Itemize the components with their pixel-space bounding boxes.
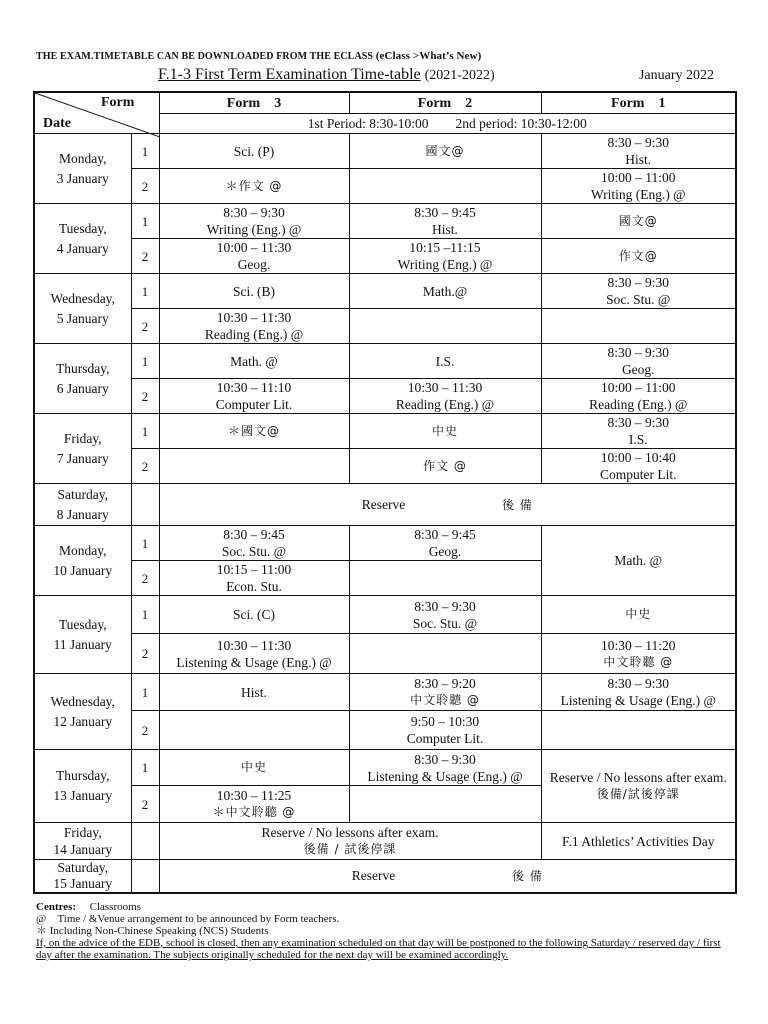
cell-line: Reading (Eng.) @: [204, 327, 304, 342]
cell-line: 10:30 – 11:30: [216, 637, 292, 653]
cell-line: 中文聆聽 @: [410, 693, 480, 707]
day-cell: [34, 750, 131, 823]
form3-cell: [159, 414, 349, 449]
day-cell: [34, 860, 131, 894]
period-times: 1st Period: 8:30-10:00 2nd period: 10:30-12:00: [159, 114, 736, 134]
form3-cell: [159, 711, 349, 750]
cell-line: 中史: [625, 607, 652, 621]
cell-line: Geog.: [237, 257, 271, 272]
closure-note: If, on the advice of the EDB, school is closed, then any examination scheduled on that day will be postponed to the following Saturday / reserved day / first day after the examination. The subjects originally scheduled for the next day will be examined accordingly.: [36, 937, 721, 961]
day-name: Friday,: [63, 430, 102, 446]
cell-line: Hist.: [432, 222, 458, 237]
cell-line: 後備/試後停課: [596, 787, 680, 801]
form1-cell: [541, 309, 736, 344]
title-text: F.1-3 First Term Examination Time-table: [158, 66, 421, 83]
table-row: [34, 526, 736, 561]
cell-line: 10:30 – 11:10: [216, 380, 292, 395]
table-row: [34, 344, 736, 379]
form3-cell: [159, 239, 349, 274]
day-date: 15 January: [53, 876, 113, 891]
cell-line: 8:30 – 9:30: [607, 275, 669, 290]
form2-cell: [349, 239, 541, 274]
day-date: 12 January: [53, 713, 113, 729]
table-row: [34, 449, 736, 484]
at-note: [36, 913, 736, 925]
table-row: [34, 596, 736, 634]
period-number: 2: [131, 239, 159, 274]
day-date: 8 January: [56, 506, 109, 522]
cell-line: 9:50 – 10:30: [410, 714, 480, 729]
day-name: Thursday,: [56, 360, 110, 376]
form2-cell: [349, 786, 541, 823]
period-number: 1: [131, 750, 159, 786]
day-cell: [34, 204, 131, 274]
star-note-text: Including Non-Chinese Speaking (NCS) Students: [49, 925, 269, 937]
cell-line: Sci. (C): [233, 607, 275, 622]
table-row: [34, 169, 736, 204]
footnotes: [36, 901, 736, 961]
form3-cell: [159, 169, 349, 204]
cell-line: 8:30 – 9:30: [414, 598, 476, 614]
form3-cell: [159, 750, 349, 786]
star-symbol: ＊: [36, 925, 47, 937]
form2-cell: [349, 204, 541, 239]
at-note-text: Time / &Venue arrangement to be announced by Form teachers.: [57, 913, 340, 925]
cell-line: 8:30 – 9:45: [223, 527, 285, 542]
download-note-text: THE EXAM.TIMETABLE CAN BE DOWNLOADED FROM THE ECLASS: [36, 51, 376, 62]
form1-cell: [541, 596, 736, 634]
form2-cell: [349, 379, 541, 414]
cell-line: Reserve / No lessons after exam.: [549, 770, 727, 785]
form3-cell: [159, 449, 349, 484]
day-cell: [34, 484, 131, 526]
form2-cell: [349, 134, 541, 169]
form2-cell: [349, 526, 541, 561]
day-cell: [34, 526, 131, 596]
cell-line: I.S.: [435, 353, 455, 369]
cell-line: Econ. Stu.: [226, 579, 282, 594]
cell-line: Math. @: [230, 353, 278, 369]
centres-label: Centres:: [36, 901, 77, 913]
cell-line: 10:15 –11:15: [409, 240, 481, 255]
day-name: Monday,: [59, 542, 107, 558]
cell-line: Soc. Stu. @: [412, 615, 478, 631]
at-symbol: @: [36, 913, 47, 925]
corner-header: [34, 92, 159, 134]
centres-value: Classrooms: [89, 901, 141, 913]
day-cell: [34, 674, 131, 750]
cell-line: 8:30 – 9:30: [414, 751, 476, 767]
day-cell: [34, 414, 131, 484]
cell-line: 8:30 – 9:20: [414, 676, 476, 691]
download-note: [36, 50, 481, 62]
cell-line: 10:15 – 11:00: [216, 562, 292, 577]
table-row: [34, 860, 736, 894]
cell-line: ＊作文 @: [225, 178, 283, 193]
form1-cell: [541, 204, 736, 239]
period-number: 2: [131, 786, 159, 823]
form2-cell: [349, 309, 541, 344]
day-date: 3 January: [56, 170, 109, 186]
form2-cell: [349, 449, 541, 484]
cell-line: Hist.: [625, 152, 652, 167]
form1-cell: [541, 169, 736, 204]
cell-line: 10:00 – 11:00: [600, 170, 676, 185]
cell-line: Hist.: [241, 684, 267, 700]
day-date: 11 January: [53, 636, 112, 652]
day-cell: [34, 344, 131, 414]
cell-line: I.S.: [628, 432, 648, 447]
day-name: Saturday,: [57, 486, 108, 502]
form1-cell: [541, 526, 736, 596]
form3-cell: [159, 379, 349, 414]
form1-cell: [541, 674, 736, 711]
cell-line: 國文@: [618, 213, 658, 228]
cell-line: Listening & Usage (Eng.) @: [367, 768, 523, 784]
cell-line: Computer Lit.: [600, 467, 677, 482]
cell-line: Sci. (P): [233, 143, 275, 159]
table-row: [34, 823, 736, 860]
period-number: 1: [131, 134, 159, 169]
reserve-text-zh: 後備 / 試後停課: [303, 842, 397, 856]
period-number: 1: [131, 414, 159, 449]
period-cell: [131, 860, 159, 894]
day-name: Friday,: [63, 825, 102, 840]
cell-line: 10:30 – 11:30: [216, 310, 292, 325]
table-row: [34, 239, 736, 274]
cell-line: Sci. (B): [233, 283, 275, 299]
form3-cell: [159, 274, 349, 309]
period-number: 1: [131, 274, 159, 309]
form1-cell: [541, 239, 736, 274]
day-name: Tuesday,: [58, 616, 107, 632]
cell-line: 8:30 – 9:30: [607, 415, 669, 430]
day-date: 4 January: [56, 240, 109, 256]
table-row: [34, 274, 736, 309]
cell-line: 中史: [240, 760, 267, 774]
day-date: 7 January: [56, 450, 109, 466]
reserve-text: Reserve: [351, 868, 396, 883]
form1-cell: [541, 750, 736, 823]
period-number: 2: [131, 561, 159, 596]
cell-line: ＊中文聆聽 @: [212, 805, 296, 819]
cell-line: 8:30 – 9:45: [414, 205, 476, 220]
day-name: Saturday,: [57, 860, 108, 875]
cell-line: 10:30 – 11:30: [407, 380, 483, 395]
cell-line: Computer Lit.: [406, 731, 484, 746]
cell-line: 8:30 – 9:30: [607, 135, 669, 150]
cell-line: Writing (Eng.) @: [206, 222, 302, 237]
period-number: 1: [131, 674, 159, 711]
day-date: 10 January: [53, 562, 113, 578]
cell-line: Soc. Stu. @: [606, 292, 671, 307]
reserve-text-zh: 後 備: [511, 869, 543, 883]
form1-cell: [541, 134, 736, 169]
cell-line: 中史: [431, 423, 458, 438]
cell-line: 10:30 – 11:20: [600, 637, 676, 653]
period-number: 2: [131, 379, 159, 414]
reserve-cell: [159, 484, 736, 526]
form3-cell: [159, 596, 349, 634]
cell-line: 作文 @: [423, 458, 467, 473]
cell-line: 10:00 – 10:40: [600, 450, 676, 465]
cell-line: Math.@: [422, 283, 468, 299]
cell-line: 8:30 – 9:30: [607, 676, 669, 691]
star-note: [36, 925, 736, 937]
period-number: 2: [131, 169, 159, 204]
form1-cell: [541, 634, 736, 674]
form1-cell: [541, 379, 736, 414]
form1-cell: [541, 274, 736, 309]
header-form-3: Form 3: [159, 92, 349, 114]
period-number: 2: [131, 309, 159, 344]
cell-line: Writing (Eng.) @: [590, 187, 686, 202]
form1-cell: [541, 414, 736, 449]
cell-line: 國文@: [425, 143, 465, 158]
form2-cell: [349, 561, 541, 596]
cell-line: 10:00 – 11:30: [216, 240, 292, 255]
reserve-text-zh: 後 備: [501, 497, 533, 512]
page-title: [158, 66, 495, 84]
period-number: 2: [131, 711, 159, 750]
athletics-day-cell: F.1 Athletics’ Activities Day: [541, 823, 736, 860]
table-row: [34, 484, 736, 526]
form1-cell: [541, 711, 736, 750]
form3-cell: [159, 786, 349, 823]
corner-form-label: Form: [101, 95, 135, 110]
table-row: [34, 750, 736, 786]
cell-line: Listening & Usage (Eng.) @: [560, 693, 716, 708]
cell-line: 10:30 – 11:25: [216, 788, 292, 803]
centres-note: [36, 901, 736, 913]
period-cell: [131, 484, 159, 526]
cell-line: Listening & Usage (Eng.) @: [176, 654, 332, 670]
day-name: Tuesday,: [58, 220, 107, 236]
period-number: 1: [131, 204, 159, 239]
form2-cell: [349, 750, 541, 786]
day-name: Wednesday,: [50, 693, 115, 709]
cell-line: Reading (Eng.) @: [395, 397, 495, 412]
form3-cell: [159, 344, 349, 379]
table-row: [34, 379, 736, 414]
header-form-2: Form 2: [349, 92, 541, 114]
day-name: Thursday,: [56, 768, 110, 783]
day-name: Wednesday,: [50, 290, 115, 306]
cell-line: Writing (Eng.) @: [397, 257, 493, 272]
form2-cell: [349, 634, 541, 674]
day-name: Monday,: [59, 150, 107, 166]
cell-line: Reading (Eng.) @: [589, 397, 688, 412]
form2-cell: [349, 274, 541, 309]
day-date: 13 January: [53, 788, 113, 803]
form3-cell: [159, 526, 349, 561]
form3-cell: [159, 561, 349, 596]
week2-rows: [34, 526, 736, 823]
form3-cell: [159, 309, 349, 344]
period-number: 2: [131, 634, 159, 674]
form3-cell: [159, 674, 349, 711]
cell-line: 中文聆聽 @: [603, 654, 674, 669]
title-year: (2021-2022): [424, 68, 495, 83]
reserve-cell: [159, 823, 541, 860]
day-cell: [34, 596, 131, 674]
cell-line: 10:00 – 11:00: [600, 380, 676, 395]
form3-cell: [159, 634, 349, 674]
form2-cell: [349, 674, 541, 711]
issue-date: January 2022: [638, 68, 714, 83]
cell-line: 8:30 – 9:30: [607, 345, 669, 360]
cell-line: ＊國文@: [227, 423, 280, 438]
header-form-1: Form 1: [541, 92, 736, 114]
form2-cell: [349, 169, 541, 204]
day-date: 5 January: [56, 310, 109, 326]
table-row: [34, 309, 736, 344]
exam-timetable: [33, 91, 737, 894]
table-row: [34, 414, 736, 449]
period-number: 1: [131, 526, 159, 561]
form3-cell: [159, 134, 349, 169]
form2-cell: [349, 414, 541, 449]
cell-line: Geog.: [621, 362, 655, 377]
week1-rows: [34, 134, 736, 484]
reserve-text: Reserve: [361, 496, 406, 512]
cell-line: Soc. Stu. @: [221, 544, 287, 559]
cell-line: Geog.: [428, 544, 462, 559]
table-row: [34, 711, 736, 750]
period-number: 1: [131, 344, 159, 379]
download-note-eclass: (eClass >What’s New): [375, 50, 482, 62]
table-row: [34, 134, 736, 169]
cell-line: Computer Lit.: [215, 397, 293, 412]
form2-cell: [349, 596, 541, 634]
form3-cell: [159, 204, 349, 239]
day-cell: [34, 274, 131, 344]
form2-cell: [349, 711, 541, 750]
period-cell: [131, 823, 159, 860]
day-date: 6 January: [56, 380, 109, 396]
day-date: 14 January: [53, 842, 113, 857]
form1-cell: [541, 449, 736, 484]
day-cell: [34, 823, 131, 860]
reserve-cell: [159, 860, 736, 894]
period-number: 2: [131, 449, 159, 484]
day-cell: [34, 134, 131, 204]
table-row: [34, 674, 736, 711]
form1-cell: [541, 344, 736, 379]
cell-line: 8:30 – 9:30: [223, 205, 285, 220]
period-number: 1: [131, 596, 159, 634]
form2-cell: [349, 344, 541, 379]
table-row: [34, 634, 736, 674]
cell-line: 作文@: [618, 248, 658, 263]
reserve-text: Reserve / No lessons after exam.: [261, 825, 439, 840]
cell-line: Math. @: [614, 553, 663, 568]
corner-date-label: Date: [43, 116, 71, 131]
cell-line: 8:30 – 9:45: [414, 527, 476, 542]
table-row: [34, 204, 736, 239]
